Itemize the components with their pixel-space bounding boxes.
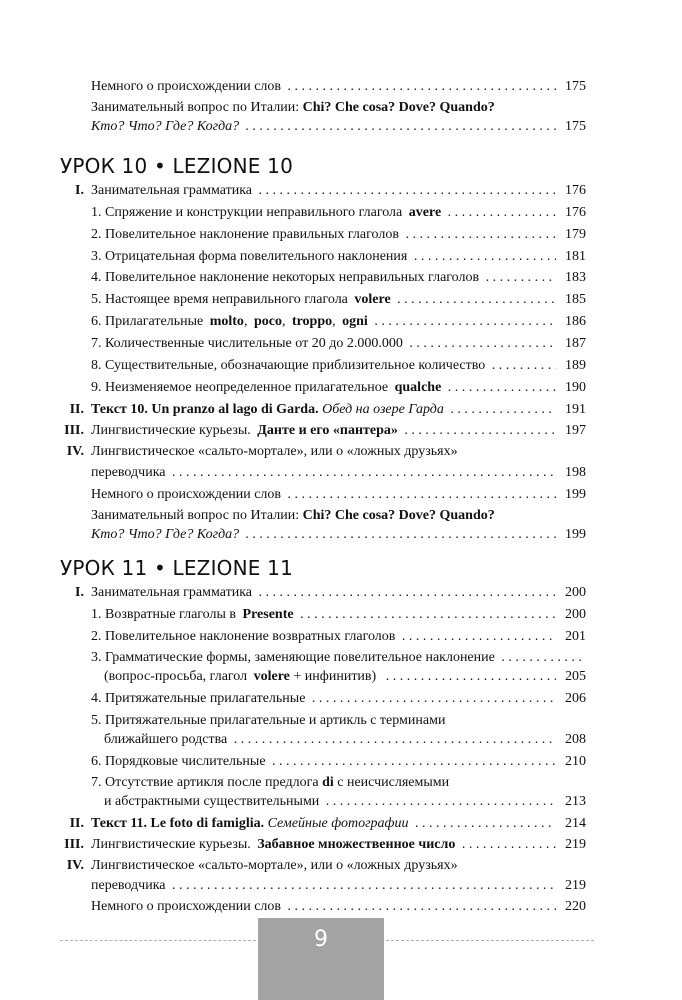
page-number: 9 [258,918,384,1000]
toc-entry: 9. Неизменяемое неопределенное прилагательное qualche . . . 190 [0,378,682,398]
toc-entry-line1: 3. Грамматические формы, заменяющие повелительное наклонение . . . [0,648,682,668]
toc-entry: 1. Возвратные глаголы в Presente . . . 200 [0,605,682,625]
toc-entry: 4. Повелительное наклонение некоторых неправильных глаголов . . . 183 [0,268,682,288]
toc-section: I. Занимательная грамматика . . . 176 [0,181,682,201]
toc-entry: Немного о происхождении слов . . . 199 [0,485,682,505]
toc-section: II. Текст 10. Un pranzo al lago di Garda. Обед на озере Гарда . . . 191 [0,400,682,420]
toc-entry: Немного о происхождении слов . . . 220 [0,897,682,917]
toc-entry: Немного о происхождении слов . . . 175 [0,77,682,97]
toc-entry: и абстрактными существительными . . . 213 [0,792,682,812]
toc-entry: Кто? Что? Где? Когда? . . . 199 [0,525,682,545]
toc-entry-line1: Занимательный вопрос по Италии: Chi? Che cosa? Dove? Quando? [91,508,495,523]
toc-entry: 6. Порядковые числительные . . . 210 [0,752,682,772]
footer-rule-right [386,940,594,941]
footer-rule-left [60,940,256,941]
toc-entry: 7. Количественные числительные от 20 до 2.000.000 . . . 187 [0,334,682,354]
lesson-heading: УРОК 10 • LEZIONE 10 [60,154,294,178]
toc-entry: 8. Существительные, обозначающие приблизительное количество . . . 189 [0,356,682,376]
toc-entry: ближайшего родства . . . 208 [0,730,682,750]
toc-section: переводчика . . . 198 [0,463,682,483]
toc-entry: 2. Повелительное наклонение правильных глаголов . . . 179 [0,225,682,245]
toc-entry: 2. Повелительное наклонение возвратных глаголов . . . 201 [0,627,682,647]
toc-section: III. Лингвистические курьезы. Забавное множественное число . . . 219 [0,835,682,855]
toc-section-line1: IV. Лингвистическое «сальто-мортале», или о «ложных друзьях» [66,858,458,873]
toc-section: I. Занимательная грамматика . . . 200 [0,583,682,603]
lesson-heading: УРОК 11 • LEZIONE 11 [60,556,294,580]
toc-section: III. Лингвистические курьезы. Данте и его «пантера» . . . 197 [0,421,682,441]
toc-entry: Кто? Что? Где? Когда? . . . 175 [0,117,682,137]
toc-section: переводчика . . . 219 [0,876,682,896]
toc-entry: (вопрос-просьба, глагол volere + инфинитив) . . . 205 [0,667,682,687]
toc-section: II. Текст 11. Le foto di famiglia. Семейные фотографии . . . 214 [0,814,682,834]
toc-entry: 4. Притяжательные прилагательные . . . 206 [0,689,682,709]
toc-entry: 3. Отрицательная форма повелительного наклонения . . . 181 [0,247,682,267]
toc-entry-line1: Занимательный вопрос по Италии: Chi? Che cosa? Dove? Quando? [91,100,495,115]
toc-entry: 6. Прилагательные molto, poco, troppo, ogni . . . 186 [0,312,682,332]
toc-entry: 1. Спряжение и конструкции неправильного глагола avere . . . 176 [0,203,682,223]
toc-entry-line1: 7. Отсутствие артикля после предлога di с неисчисляемыми [91,775,450,790]
toc-entry: 5. Настоящее время неправильного глагола volere . . . 185 [0,290,682,310]
toc-entry-line1: 5. Притяжательные прилагательные и артикль с терминами [91,713,446,728]
toc-section-line1: IV. Лингвистическое «сальто-мортале», или о «ложных друзьях» [66,444,458,459]
